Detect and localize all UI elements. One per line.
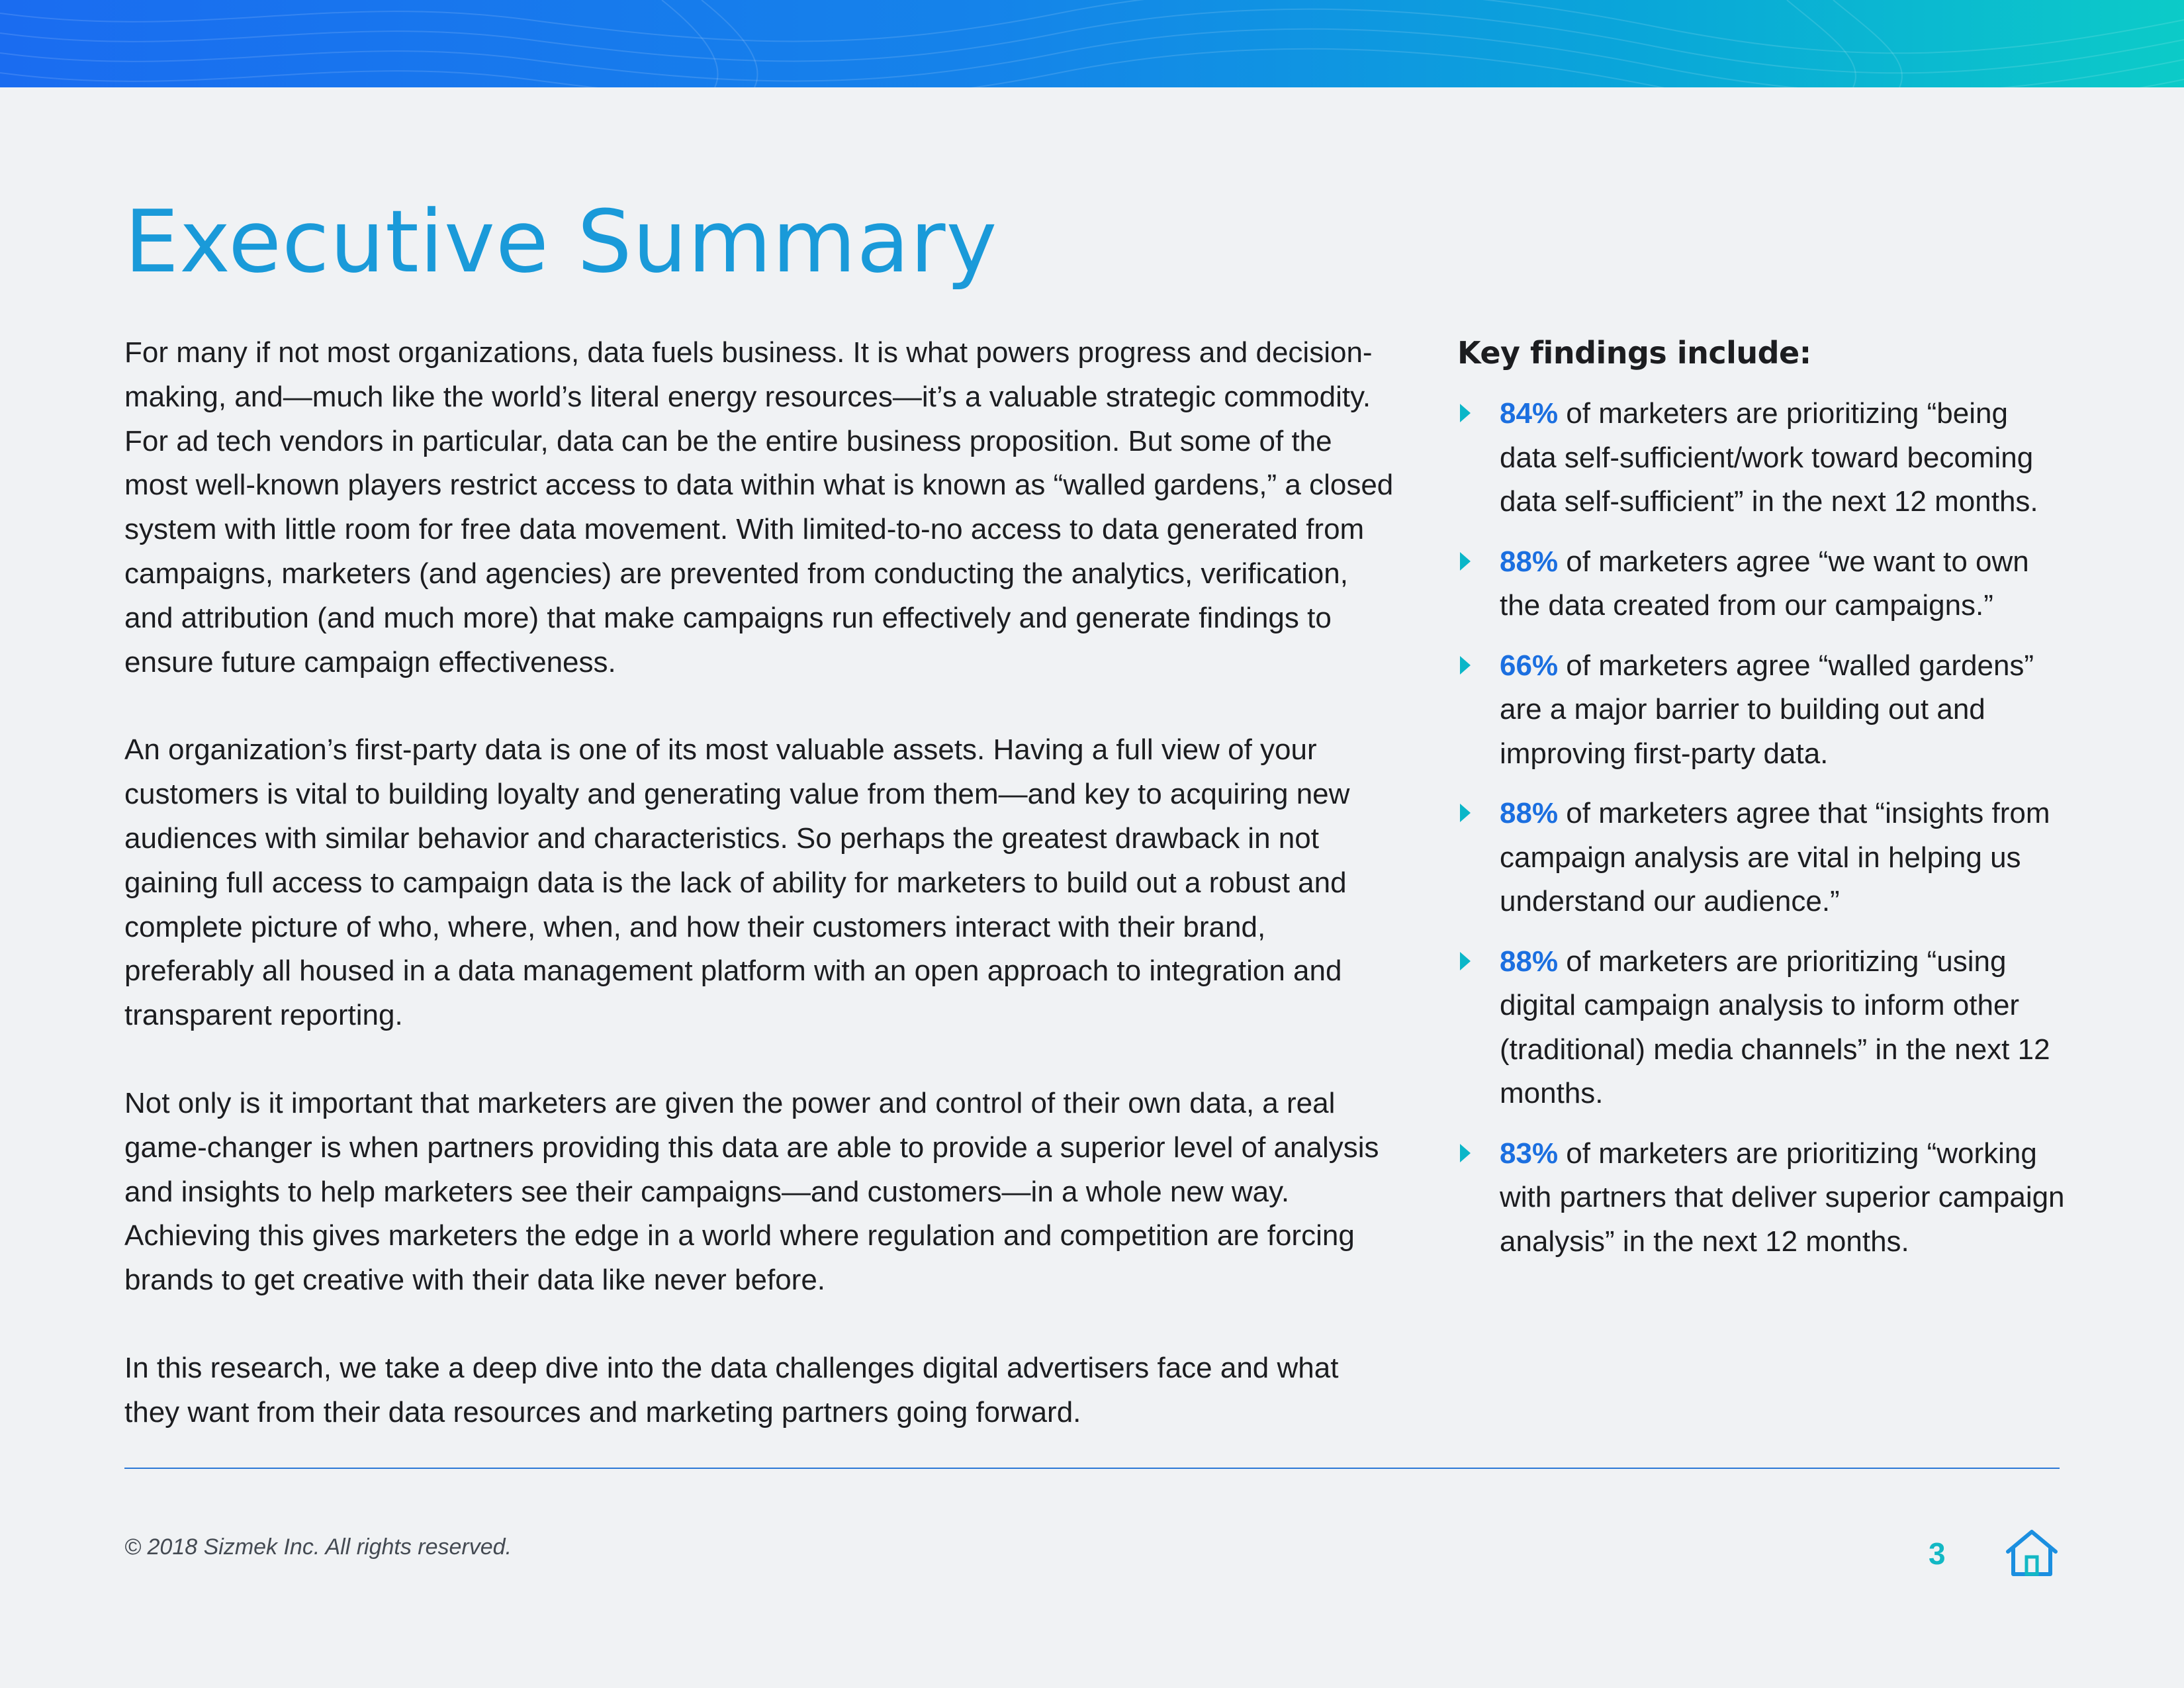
finding-item [1457,1132,2066,1264]
finding-item [1457,792,2066,924]
finding-percent: 83% [1500,1137,1559,1170]
header-banner [0,0,2184,87]
bullet-arrow-icon [1460,656,1471,675]
finding-text: of marketers agree “we want to own the data created from our campaigns.” [1500,545,2029,622]
footer-divider [124,1468,2060,1469]
finding-item [1457,940,2066,1116]
summary-body [124,331,1395,1479]
finding-text: of marketers agree that “insights from campaign analysis are vital in helping us understand our audience.” [1500,797,2050,917]
page-title: Executive Summary [124,191,998,292]
finding-text: of marketers are prioritizing “working with partners that deliver superior campaign analysis” in the next 12 months. [1500,1137,2065,1258]
finding-item [1457,644,2066,776]
bullet-arrow-icon [1460,952,1471,970]
bullet-arrow-icon [1460,552,1471,571]
bullet-arrow-icon [1460,1144,1471,1162]
key-findings-heading: Key findings include: [1457,335,1811,371]
bullet-arrow-icon [1460,404,1471,422]
finding-percent: 66% [1500,649,1559,682]
copyright-notice: © 2018 Sizmek Inc. All rights reserved. [124,1534,512,1560]
summary-paragraph: An organization’s first-party data is one of its most valuable assets. Having a full view of your customers is vital to building loyalty and generating value from them—and key to acquiring new audiences with similar behavior and characteristics. So perhaps the greatest drawback in not gaining full access to campaign data is the lack of ability for marketers to build out a robust and complete picture of who, where, when, and how their customers interact with their brand, preferably all housed in a data management platform with an open approach to integration and transparent reporting. [124,733,1350,1032]
key-findings-panel [1457,331,2066,1280]
finding-percent: 84% [1500,397,1559,430]
finding-percent: 88% [1500,545,1559,578]
finding-text: of marketers agree “walled gardens” are a major barrier to building out and improving first-party data. [1500,649,2034,770]
finding-item [1457,392,2066,524]
home-icon[interactable] [2004,1526,2060,1579]
summary-paragraph: For many if not most organizations, data fuels business. It is what powers progress and decision-making, and—much like the world’s literal energy resources—it’s a valuable strategic commodity. For ad tech vendors in particular, data can be the entire business proposition. But some of the most well-known players restrict access to data within what is known as “walled gardens,” a closed system with little room for free data movement. With limited-to-no access to data generated from campaigns, marketers (and agencies) are prevented from conducting the analytics, verification, and attribution (and much more) that make campaigns run effectively and generate findings to ensure future campaign effectiveness. [124,336,1394,679]
banner-contour-pattern [0,0,2184,87]
finding-text: of marketers are prioritizing “being data self-sufficient/work toward becoming data self-sufficient” in the next 12 months. [1500,397,2038,518]
summary-paragraph: In this research, we take a deep dive into the data challenges digital advertisers face and what they want from their data resources and marketing partners going forward. [124,1351,1339,1429]
bullet-arrow-icon [1460,804,1471,822]
finding-text: of marketers are prioritizing “using digital campaign analysis to inform other (traditional) media channels” in the next 12 months. [1500,945,2050,1109]
page-number: 3 [1929,1536,1946,1571]
summary-paragraph: Not only is it important that marketers are given the power and control of their own data, a real game-changer is when partners providing this data are able to provide a superior level of analysis and insights to help marketers see their campaigns—and customers—in a whole new way. Achieving this gives marketers the edge in a world where regulation and competition are forcing brands to get creative with their data like never before. [124,1086,1379,1297]
finding-percent: 88% [1500,945,1559,978]
finding-item [1457,540,2066,628]
finding-percent: 88% [1500,797,1559,829]
